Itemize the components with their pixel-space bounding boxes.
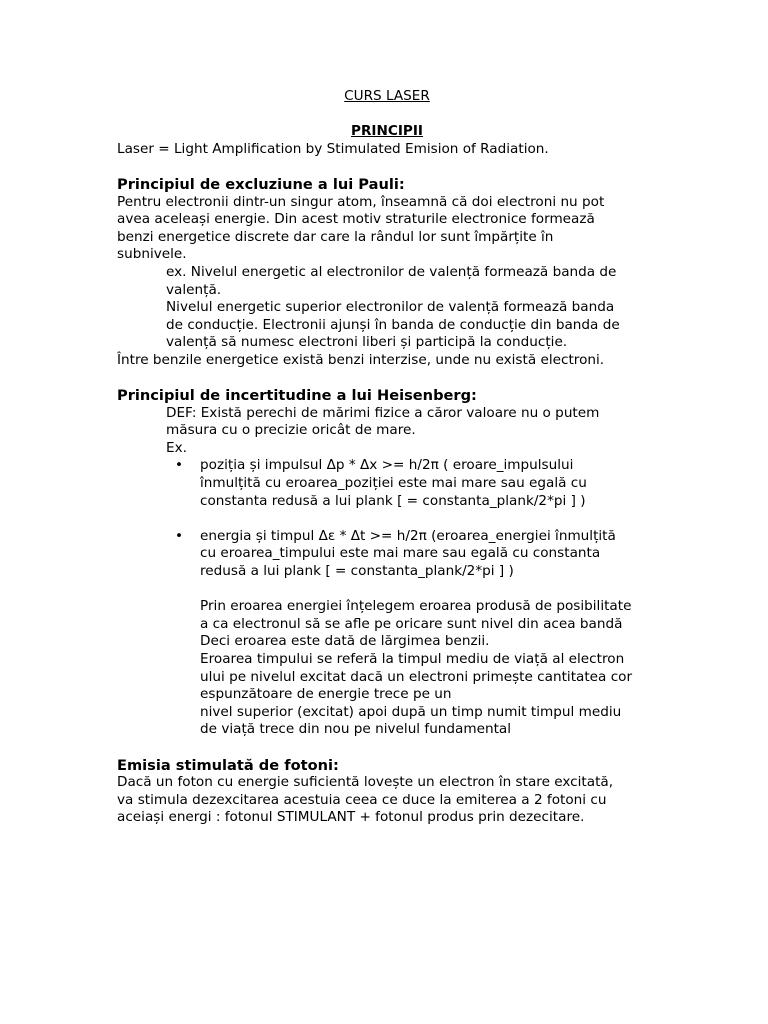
explanation-line: espunzătoare de energie trece pe un	[200, 686, 452, 703]
emisia-line: Dacă un foton cu energie suficientă lovește un electron în stare excitată,	[117, 774, 614, 791]
explanation-line: de viață trece din nou pe nivelul fundamental	[200, 721, 512, 738]
spacer	[117, 158, 657, 176]
spacer	[117, 739, 657, 757]
bullet-item-energy-time	[117, 528, 657, 546]
emisia-line: aceiași energi : fotonul STIMULANT + fotonul produs prin dezecitare.	[117, 809, 585, 826]
pauli-line: avea aceleași energie. Din acest motiv straturile electronice formează	[117, 211, 595, 228]
bullet-icon: •	[175, 527, 184, 544]
heisenberg-heading: Principiul de incertitudine a lui Heisenberg:	[117, 387, 477, 405]
bullet-text: înmulțită cu eroarea_poziției este mai mare sau egală cu	[200, 475, 587, 492]
spacer	[117, 106, 657, 124]
pauli-line: benzi energetice discrete dar care la rândul lor sunt împărțite în	[117, 228, 554, 245]
pauli-example-line: de conducție. Electronii ajunși în banda de conducție din banda de	[166, 316, 620, 333]
document-title: CURS LASER	[344, 88, 430, 104]
pauli-closing: Între benzile energetice există benzi interzise, unde nu există electroni.	[117, 351, 605, 368]
spacer	[117, 510, 657, 528]
section-heading-principii: PRINCIPII	[351, 123, 423, 140]
explanation-line: Deci eroarea este dată de lărgimea benzii.	[200, 633, 490, 650]
pauli-example-line: ex. Nivelul energetic al electronilor de valență formează banda de	[166, 263, 617, 280]
explanation-line: Prin eroarea energiei înțelegem eroarea produsă de posibilitate	[200, 598, 632, 615]
heisenberg-def-line: Ex.	[166, 439, 187, 456]
pauli-heading: Principiul de excluziune a lui Pauli:	[117, 175, 405, 193]
explanation-line: nivel superior (excitat) apoi după un timp numit timpul mediu	[200, 703, 622, 720]
document-page	[117, 88, 657, 827]
bullet-text: poziția și impulsul Δp * Δx >= h/2π ( eroare_impulsului	[200, 457, 574, 474]
pauli-line: subnivele.	[117, 246, 187, 263]
pauli-line: Pentru electronii dintr-un singur atom, înseamnă că doi electroni nu pot	[117, 193, 605, 210]
heisenberg-def-line: DEF: Există perechi de mărimi fizice a căror valoare nu o putem	[166, 404, 600, 421]
explanation-line: a ca electronul să se afle pe oricare sunt nivel din acea bandă	[200, 615, 623, 632]
emisia-heading: Emisia stimulată de fotoni:	[117, 756, 339, 774]
bullet-text: cu eroarea_timpului este mai mare sau egală cu constanta	[200, 545, 601, 562]
heisenberg-def-line: măsura cu o precizie oricât de mare.	[166, 422, 416, 439]
explanation-line: Eroarea timpului se referă la timpul mediu de viață al electron	[200, 651, 625, 667]
laser-definition: Laser = Light Amplification by Stimulated Emision of Radiation.	[117, 140, 549, 157]
spacer	[117, 370, 657, 388]
bullet-text: constanta redusă a lui plank [ = constanta_plank/2*pi ] )	[200, 492, 586, 509]
bullet-text: redusă a lui plank [ = constanta_plank/2*pi ] )	[200, 563, 514, 580]
pauli-example-line: Nivelul energetic superior electronilor de valență formează banda	[166, 299, 615, 316]
bullet-item-position-momentum	[117, 457, 657, 475]
emisia-line: va stimula dezexcitarea acestuia ceea ce duce la emiterea a 2 fotoni cu	[117, 791, 607, 808]
pauli-example-line: valență.	[166, 281, 222, 298]
explanation-line: ului pe nivelul excitat dacă un electroni primește cantitatea cor	[200, 668, 633, 685]
bullet-icon: •	[175, 457, 184, 474]
bullet-text: energia și timpul Δε * Δt >= h/2π (eroarea_energiei înmulțită	[200, 527, 616, 544]
pauli-example-line: valență să numesc electroni liberi și participă la conducție.	[166, 334, 568, 351]
spacer	[117, 581, 657, 599]
